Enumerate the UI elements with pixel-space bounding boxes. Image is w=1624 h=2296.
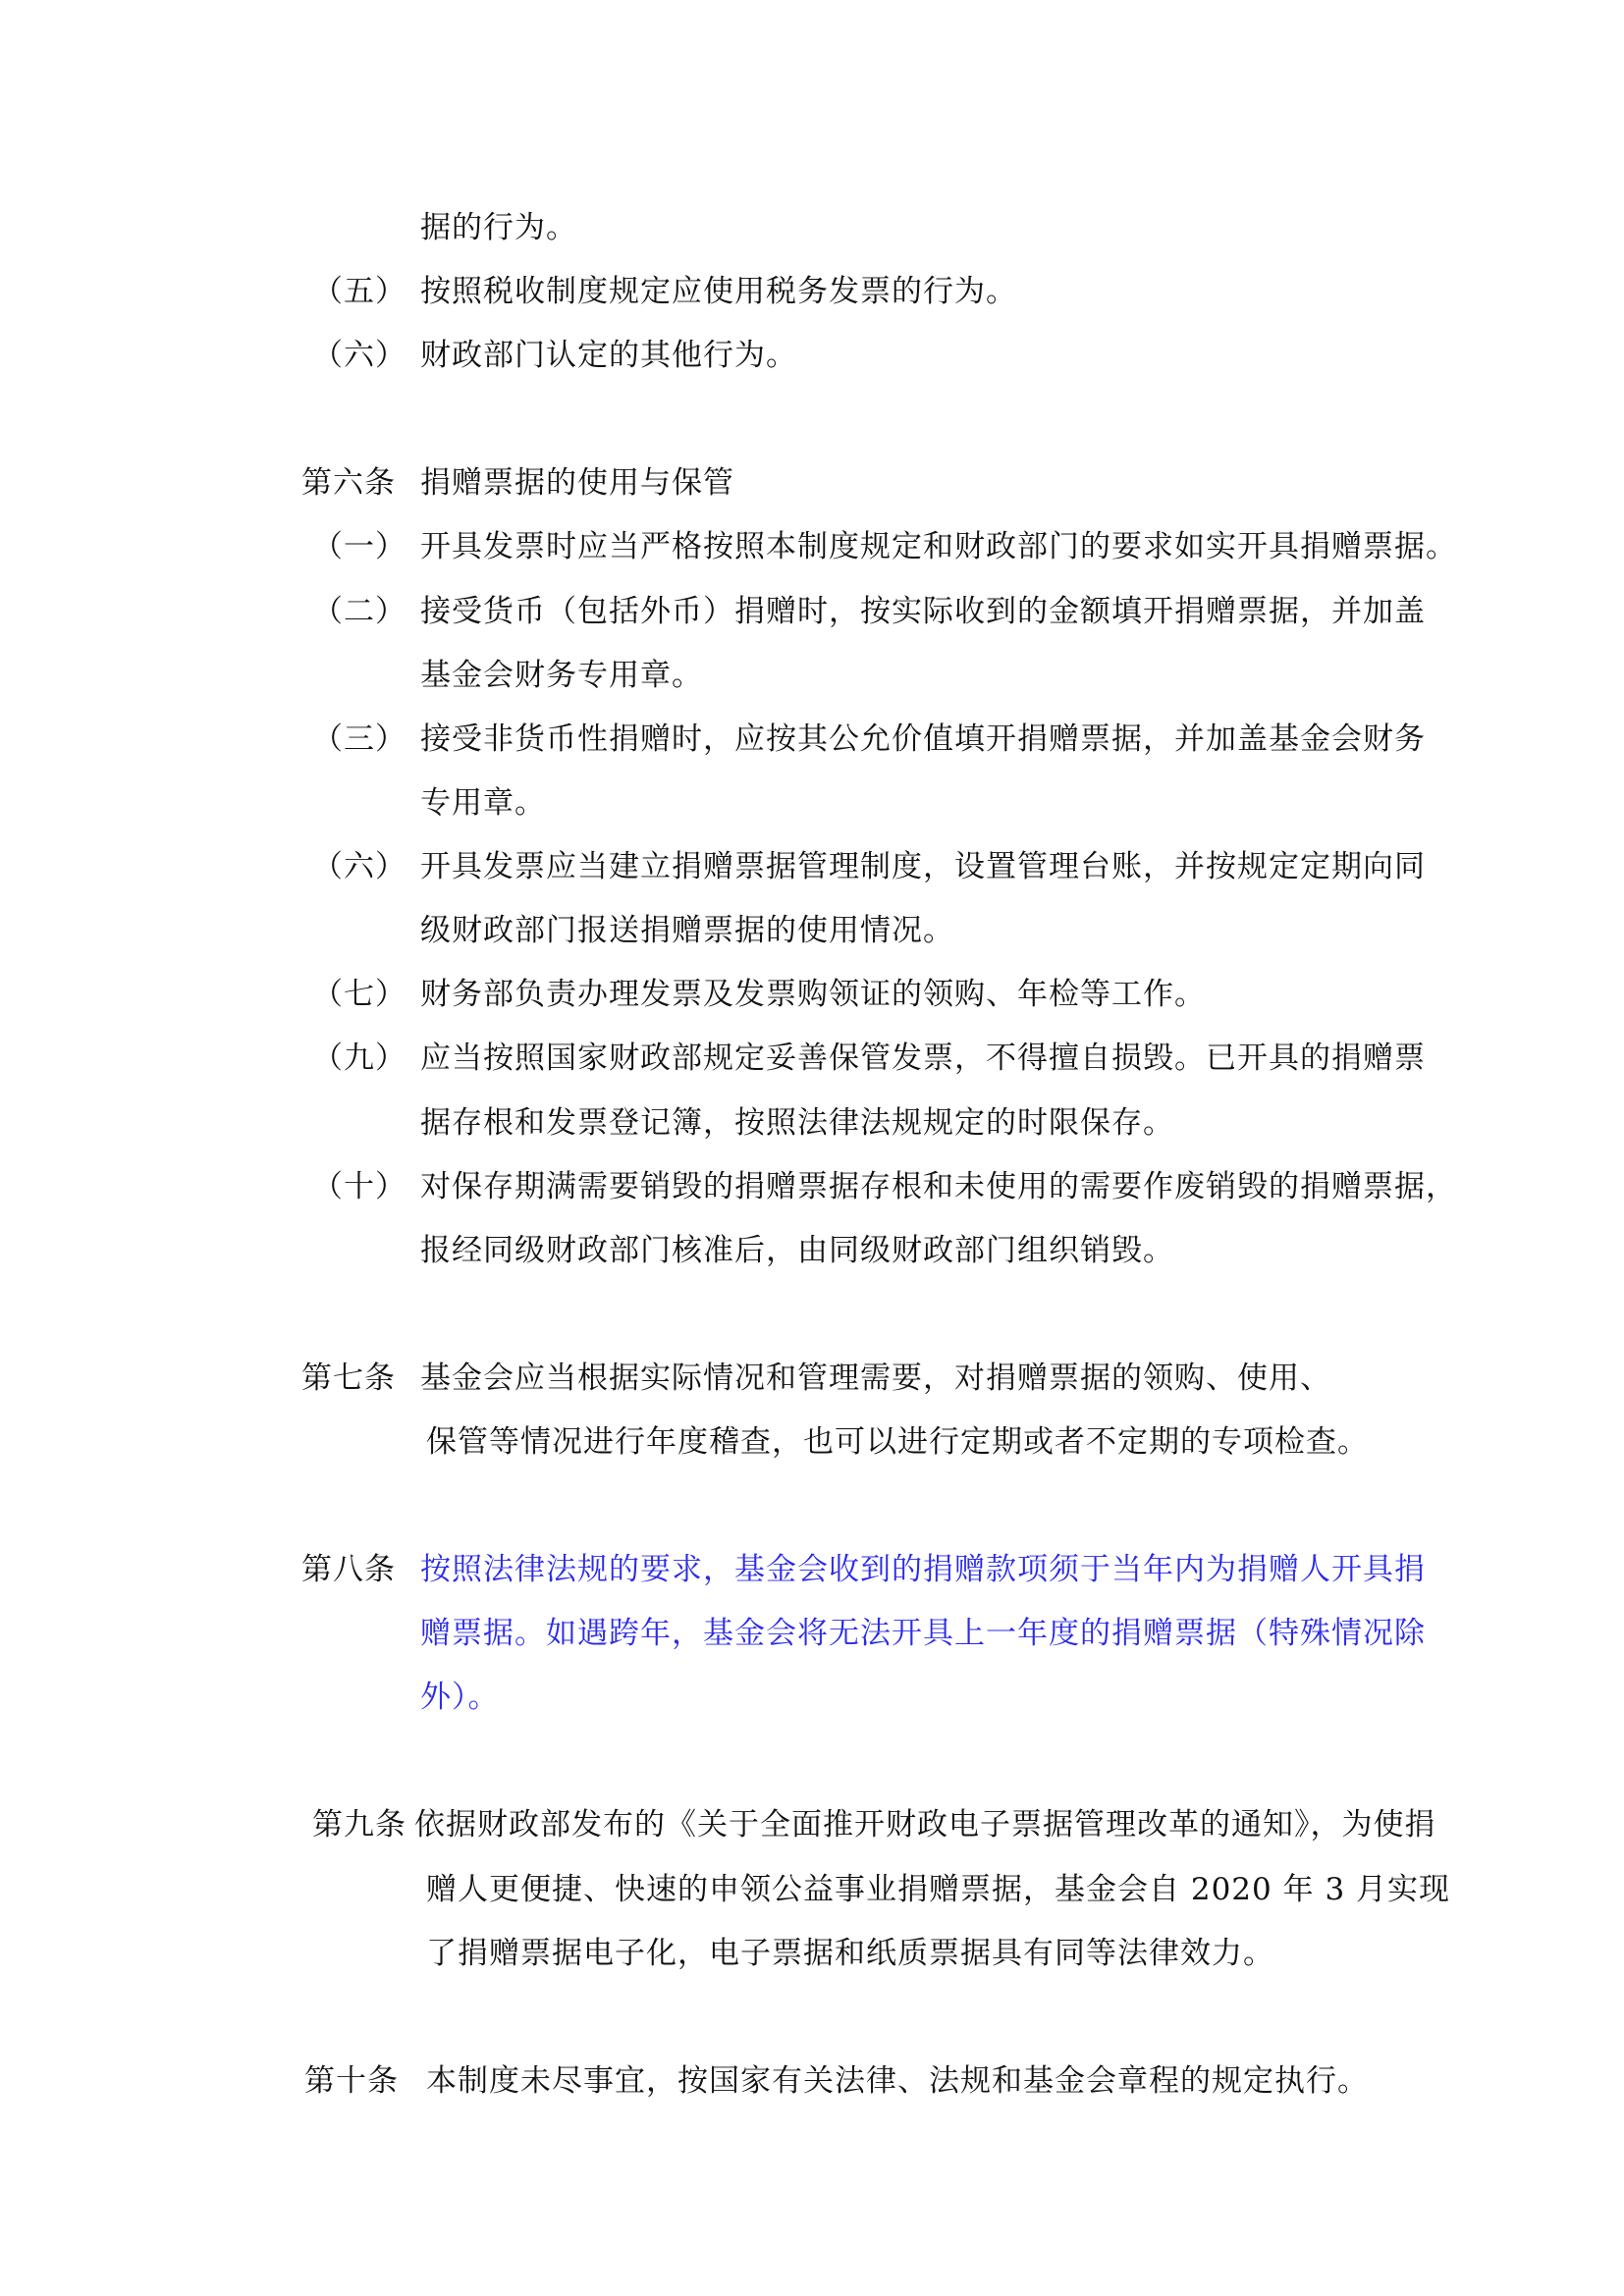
article6-item-number: （十） (312, 1169, 406, 1204)
article6-item-line: 开具发票应当建立捐赠票据管理制度，设置管理台账，并按规定定期向同 (420, 849, 1426, 884)
article7-line: 基金会应当根据实际情况和管理需要，对捐赠票据的领购、使用、 (420, 1361, 1331, 1396)
article5-continuation: 据的行为。 (420, 210, 577, 245)
article6-label: 第六条 (301, 465, 396, 501)
article6-title: 捐赠票据的使用与保管 (420, 465, 734, 501)
article9-label: 第九条 (312, 1807, 406, 1842)
article10-text: 本制度未尽事宜，按国家有关法律、法规和基金会章程的规定执行。 (426, 2063, 1369, 2099)
article6-item-line: 接受货币（包括外币）捐赠时，按实际收到的金额填开捐赠票据，并加盖 (420, 594, 1426, 629)
article5-item-text: 财政部门认定的其他行为。 (420, 338, 797, 373)
article8-label: 第八条 (301, 1552, 396, 1587)
article5-item-number: （五） (312, 274, 406, 309)
article6-item-number: （七） (312, 977, 406, 1012)
article7-label: 第七条 (301, 1361, 396, 1396)
article6-item-line: 接受非货币性捐赠时，应按其公允价值填开捐赠票据，并加盖基金会财务 (420, 721, 1426, 757)
article6-item-line: 专用章。 (420, 785, 546, 821)
article5-item-text: 按照税收制度规定应使用税务发票的行为。 (420, 274, 1017, 309)
article6-item-line: 财务部负责办理发票及发票购领证的领购、年检等工作。 (420, 977, 1206, 1012)
article10-label: 第十条 (304, 2063, 399, 2099)
article7-line: 保管等情况进行年度稽查，也可以进行定期或者不定期的专项检查。 (426, 1424, 1369, 1460)
article6-item-line: 应当按照国家财政部规定妥善保管发票，不得擅自损毁。已开具的捐赠票 (420, 1041, 1426, 1076)
article6-item-line: 对保存期满需要销毁的捐赠票据存根和未使用的需要作废销毁的捐赠票据， (420, 1169, 1457, 1204)
article6-item-number: （九） (312, 1041, 406, 1076)
article5-item-number: （六） (312, 338, 406, 373)
article6-item-line: 据存根和发票登记簿，按照法律法规规定的时限保存。 (420, 1105, 1174, 1141)
article8-line: 赠票据。如遇跨年，基金会将无法开具上一年度的捐赠票据（特殊情况除 (420, 1616, 1426, 1651)
article6-item-number: （六） (312, 849, 406, 884)
article8-line: 外）。 (420, 1680, 500, 1715)
article6-item-line: 报经同级财政部门核准后，由同级财政部门组织销毁。 (420, 1233, 1174, 1268)
article9-line: 依据财政部发布的《关于全面推开财政电子票据管理改革的通知》，为使捐 (414, 1807, 1436, 1842)
article6-item-number: （二） (312, 594, 406, 629)
article9-line: 了捐赠票据电子化，电子票据和纸质票据具有同等法律效力。 (426, 1936, 1274, 1971)
article6-item-line: 级财政部门报送捐赠票据的使用情况。 (420, 913, 954, 948)
article8-line: 按照法律法规的要求，基金会收到的捐赠款项须于当年内为捐赠人开具捐 (420, 1552, 1426, 1587)
article6-item-number: （三） (312, 721, 406, 757)
article6-item-line: 基金会财务专用章。 (420, 658, 703, 693)
article6-item-line: 开具发票时应当严格按照本制度规定和财政部门的要求如实开具捐赠票据。 (420, 529, 1457, 564)
article9-line: 赠人更便捷、快速的申领公益事业捐赠票据，基金会自 2020 年 3 月实现 (426, 1872, 1451, 1907)
article6-item-number: （一） (312, 529, 406, 564)
